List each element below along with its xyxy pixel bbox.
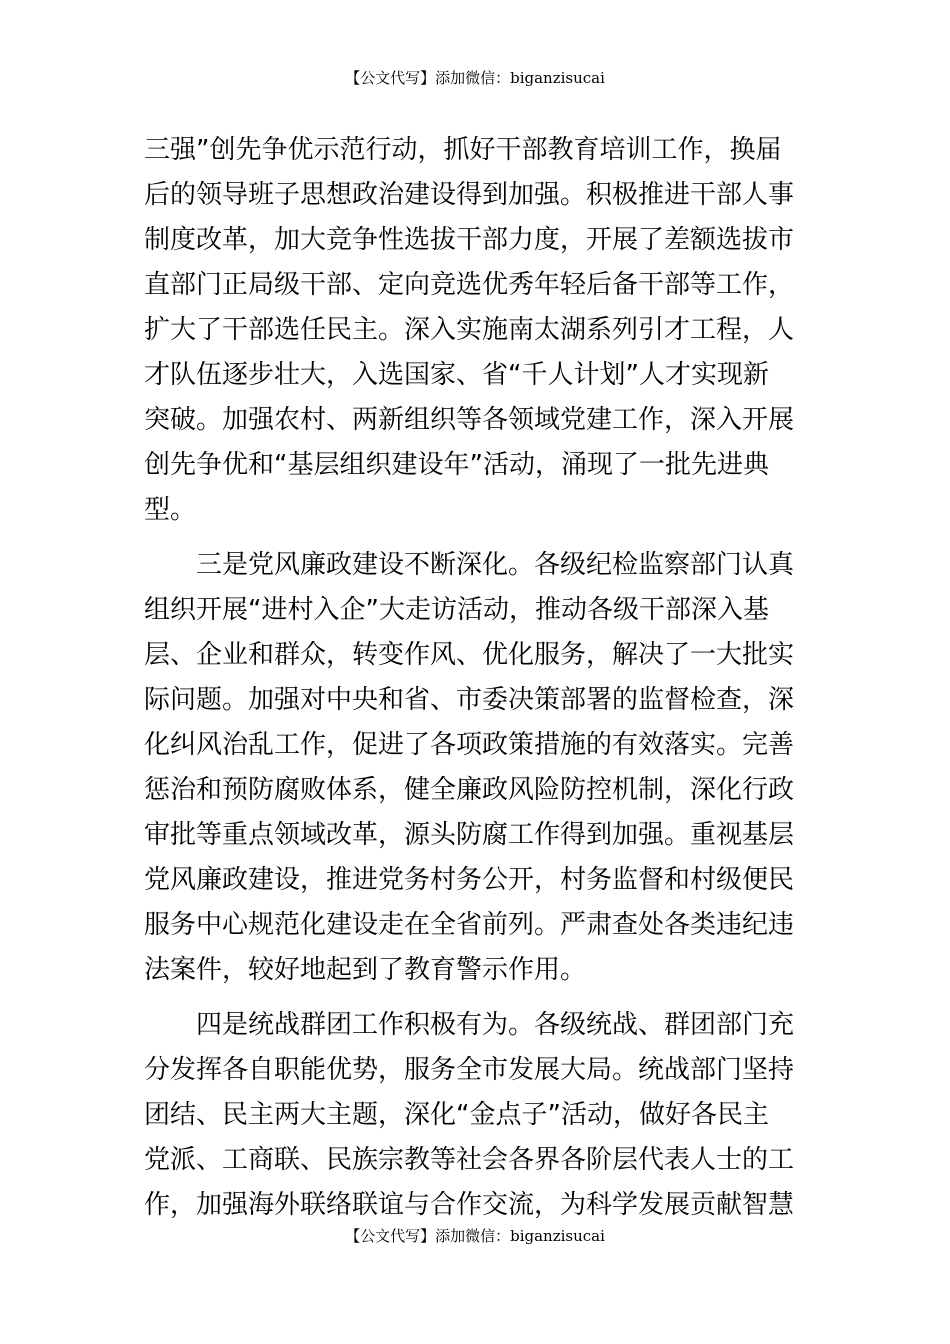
- page-footer: 【公文代写】添加微信：biganzisucai: [345, 1227, 605, 1245]
- text-line: 服务中心规范化建设走在全省前列。严肃查处各类违纪违: [144, 910, 795, 940]
- paragraph-spacer: [144, 533, 806, 543]
- paragraph-spacer: [144, 993, 806, 1003]
- text-line: 制度改革，加大竞争性选拔干部力度，开展了差额选拔市: [144, 225, 795, 255]
- text-line: 直部门正局级干部、定向竞选优秀年轻后备干部等工作，: [144, 270, 795, 300]
- text-line: 才队伍逐步壮大，入选国家、省“千人计划”人才实现新: [144, 360, 769, 390]
- text-line: 后的领导班子思想政治建设得到加强。积极推进干部人事: [144, 180, 795, 210]
- text-line: 作，加强海外联络联谊与合作交流，为科学发展贡献智慧: [144, 1190, 795, 1220]
- text-line: 四是统战群团工作积极有为。各级统战、群团部门充: [144, 1010, 795, 1040]
- text-line: 法案件，较好地起到了教育警示作用。: [144, 955, 587, 985]
- text-line: 党风廉政建设，推进党务村务公开，村务监督和村级便民: [144, 865, 795, 895]
- paragraph-2: [144, 543, 806, 993]
- text-line: 创先争优和“基层组织建设年”活动，涌现了一批先进典: [144, 450, 769, 480]
- text-line: 三强”创先争优示范行动，抓好干部教育培训工作，换届: [144, 135, 782, 165]
- document-body: [144, 128, 806, 1228]
- text-line: 层、企业和群众，转变作风、优化服务，解决了一大批实: [144, 640, 795, 670]
- text-line: 扩大了干部选任民主。深入实施南太湖系列引才工程，人: [144, 315, 795, 345]
- text-line: 际问题。加强对中央和省、市委决策部署的监督检查，深: [144, 685, 795, 715]
- text-line: 突破。加强农村、两新组织等各领域党建工作，深入开展: [144, 405, 795, 435]
- text-line: 审批等重点领域改革，源头防腐工作得到加强。重视基层: [144, 820, 795, 850]
- text-line: 分发挥各自职能优势，服务全市发展大局。统战部门坚持: [144, 1055, 795, 1085]
- text-line: 团结、民主两大主题，深化“金点子”活动，做好各民主: [144, 1100, 769, 1130]
- text-line: 组织开展“进村入企”大走访活动，推动各级干部深入基: [144, 595, 769, 625]
- text-line: 党派、工商联、民族宗教等社会各界各阶层代表人士的工: [144, 1145, 795, 1175]
- page-header: 【公文代写】添加微信：biganzisucai: [345, 69, 605, 87]
- text-line: 惩治和预防腐败体系，健全廉政风险防控机制，深化行政: [144, 775, 795, 805]
- text-line: 型。: [144, 495, 197, 525]
- text-line: 三是党风廉政建设不断深化。各级纪检监察部门认真: [144, 550, 795, 580]
- paragraph-3: [144, 1003, 806, 1228]
- paragraph-1: [144, 128, 806, 533]
- text-line: 化纠风治乱工作，促进了各项政策措施的有效落实。完善: [144, 730, 795, 760]
